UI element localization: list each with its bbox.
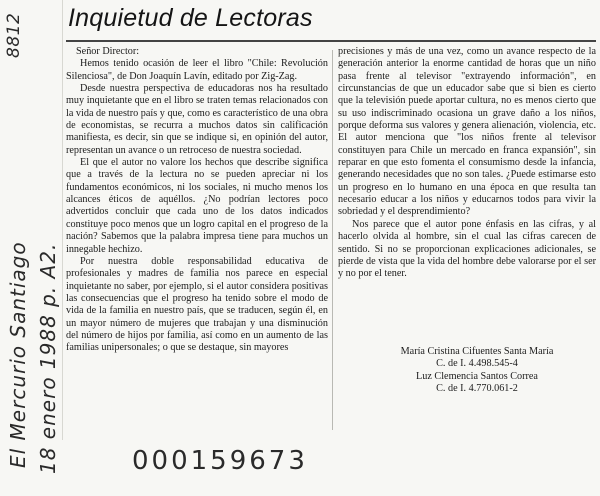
handwritten-source: El Mercurio Santiago [6,241,30,468]
paragraph-2: Desde nuestra perspectiva de educadoras nos ha resultado muy inquietante que en el libro se traten temas relacionados con la vida de nuestro país y que, como es característico de una obra de economistas, se recurra a muchos datos sin calificación manifiesta, es decir, sin que se indique si, en opinión del autor, representan un avance o un retroceso de nuestra sociedad. [66,83,328,156]
left-column [66,46,328,438]
right-column [338,46,596,376]
signature-name-1: María Cristina Cifuentes Santa María [400,346,554,357]
column-divider [332,50,333,430]
signature-id-2: C. de I. 4.770.061-2 [436,383,518,395]
handwritten-date: 18 enero 1988 p. A2. [36,242,60,474]
paragraph-5: precisiones y más de una vez, como un avance respecto de la generación anterior la enorme cantidad de horas que un niño pasa frente al televisor "extrayendo información", en circunstancias de que un educador sabe que si bien es cierto que la televisión puede aportar cultura, no es menos cierto que su uso indiscriminado ocasiona un grave daño a los niños, porque deforma sus valores y genera alienación, violencia, etc. El autor menciona que "los niños frente al televisor constituyen para Chile un mercado en franca expansión", sin reparar en que esto fomenta el consumismo desde la infancia, generando necesidades que no son tales. ¿Puede estimarse esto un progreso en lo humano en una época en que resulta tan necesario educar a los niños y educarnos todos para vivir la sobriedad y el desprendimiento? [338,46,596,218]
signature-name-2: Luz Clemencia Santos Correa [416,370,538,382]
article-title: Inquietud de Lectoras [68,4,313,32]
salutation: Señor Director: [76,46,140,57]
handwritten-archive-number: 000159673 [132,446,308,476]
paragraph-3: El que el autor no valore los hechos que describe significa que a través de la lectura no se pueden apreciar ni los fundamentos económicos, ni los sociales, ni mucho menos los alcances éticos de aquéllos. ¿No podrían lectores poco advertidos concluir que cada uno de los datos indicados constituye poco menos que un logro capital en el progreso de la nación? Sabemos que la palabra impresa tiene para muchos un innegable hechizo. [66,157,328,255]
paragraph-6: Nos parece que el autor pone énfasis en las cifras, y al hacerlo olvida al hombre, sin el cual las cifras carecen de sentido. Si no se proporcionan explicaciones adicionales, se pierde de vista que la vida del hombre debe valorarse por el ser y no por el tener. [338,218,596,280]
paragraph-4: Por nuestra doble responsabilidad educativa de profesionales y madres de familia nos parece en especial inquietante no saber, por ejemplo, si el autor considera positivas las consecuencias que el progreso ha tenido sobre el modo de vida de la familia en nuestro país, que se traducen, según él, en un mayor número de mujeres que trabajan y una disminución del número de hijos por familia, así como en un aumento de las familias unipersonales; o que se destaque, sin mayores [66,255,328,354]
paragraph-1: Hemos tenido ocasión de leer el libro "Chile: Revolución Silenciosa", de Don Joaquín Lavín, editado por Zig-Zag. [66,58,328,82]
handwritten-margin-code: 8812 [4,12,24,58]
signature-id-1: C. de I. 4.498.545-4 [436,358,518,370]
title-rule [66,40,596,42]
signature-block [338,346,596,395]
